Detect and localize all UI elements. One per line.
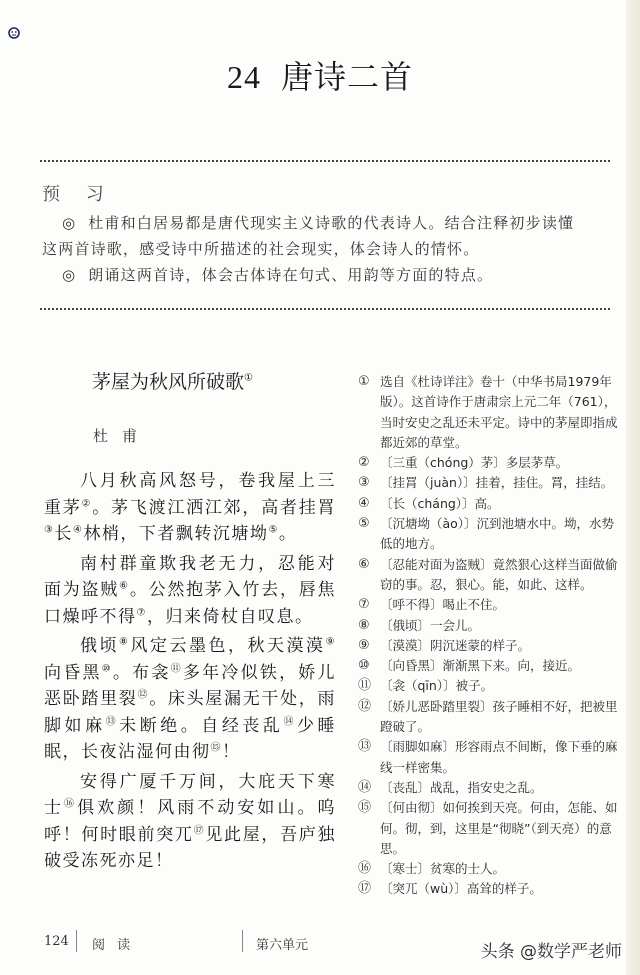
dotted-divider-top <box>40 160 610 162</box>
footnote-item <box>358 798 618 859</box>
footnote-number: ⑬ <box>358 739 372 755</box>
footnote-ref: ② <box>81 497 93 509</box>
footnote-number: ⑮ <box>358 800 372 816</box>
footnote-item <box>358 616 618 636</box>
footnote-text: 〔沉塘坳（ào）〕沉到池塘水中。坳，水势低的地方。 <box>380 516 615 552</box>
footnote-text: 选自《杜诗详注》卷十（中华书局1979年版）。这首诗作于唐肃宗上元二年（761），当时安史之乱还未平定。诗中的茅屋即指成都近郊的草堂。 <box>380 374 618 450</box>
footnote-ref: ④ <box>72 524 84 536</box>
footnote-ref: ⑤ <box>268 524 279 536</box>
footnote-text: 〔俄顷〕一会儿。 <box>380 617 481 633</box>
footnote-item <box>358 494 618 514</box>
footnote-ref: ③ <box>44 524 55 536</box>
footnote-item <box>358 697 618 738</box>
poem-body <box>44 468 336 878</box>
page-number: 124 <box>44 934 69 949</box>
lesson-title-text: 唐诗二首 <box>280 58 413 96</box>
footnote-ref: ⑦ <box>136 606 147 618</box>
footnote-item <box>358 778 618 798</box>
preview-item-2: ◎ 朗诵这两首诗，体会古体诗在句式、用韵等方面的特点。 <box>62 266 494 284</box>
poem-stanza: 南村群童欺我老无力，忍能对面为盗贼⑥。公然抱茅入竹去，唇焦口燥呼不得⑦，归来倚杖自叹息。 <box>44 553 336 627</box>
footnote-ref: ① <box>244 372 253 384</box>
dotted-divider-bottom <box>40 308 610 310</box>
footnote-item <box>358 514 618 555</box>
poem-stanza: 八月秋高风怒号，卷我屋上三重茅②。茅飞渡江洒江郊，高者挂罥③长④林梢，下者飘转沉塘坳⑤。 <box>44 471 337 544</box>
footnote-number: ⑰ <box>358 881 372 897</box>
footnote-item <box>358 656 618 676</box>
footnote-number: ⑤ <box>358 516 370 532</box>
smiley-face-icon <box>8 27 20 39</box>
poem-stanza: 安得广厦千万间，大庇天下寒士⑯俱欢颜！风雨不动安如山。呜呼！何时眼前突兀⑰见此屋，吾庐独破受冻死亦足！ <box>44 771 337 871</box>
watermark: 头条 @数学严老师 <box>480 942 622 962</box>
footnote-text: 〔呼不得〕喝止不住。 <box>380 597 506 613</box>
footnote-number: ⑫ <box>358 698 372 714</box>
footnote-text: 〔娇儿恶卧踏里裂〕孩子睡相不好，把被里蹬破了。 <box>380 698 618 735</box>
lesson-title <box>0 52 640 98</box>
preview-heading: 预 习 <box>42 184 114 205</box>
footer-separator <box>76 930 77 952</box>
footnote-number: ⑩ <box>358 658 370 674</box>
footnote-number: ⑪ <box>358 678 372 694</box>
footnote-item <box>358 879 618 899</box>
footnote-text: 〔突兀（wù）〕高耸的样子。 <box>380 881 542 897</box>
footnote-number: ⑨ <box>358 637 370 653</box>
footer-section: 阅 读 <box>92 938 135 953</box>
footnote-number: ⑭ <box>358 779 372 795</box>
preview-item-1-line-1: ◎ 杜甫和白居易都是唐代现实主义诗歌的代表诗人。结合注释初步读懂 <box>62 214 575 232</box>
footnote-item <box>358 859 618 879</box>
footer-unit: 第六单元 <box>256 938 309 953</box>
footnote-ref: ⑥ <box>119 580 130 592</box>
footnotes-list <box>358 372 618 900</box>
footnote-text: 〔衾（qīn）〕被子。 <box>380 678 494 694</box>
footnote-number: ② <box>358 455 370 471</box>
footnote-item <box>358 453 618 473</box>
footnote-text: 〔长（cháng）〕高。 <box>380 495 500 511</box>
footnote-ref: ⑪ <box>170 662 183 674</box>
footnote-number: ⑧ <box>358 617 370 633</box>
lesson-number: 24 <box>226 59 261 95</box>
footnote-ref: ⑭ <box>283 715 297 727</box>
poem-stanza: 俄顷⑧风定云墨色，秋天漠漠⑨向昏黑⑩。布衾⑪多年冷似铁，娇儿恶卧踏里裂⑫。床头屋漏无干处，雨脚如麻⑬未断绝。自经丧乱⑭少睡眠，长夜沾湿何由彻⑮！ <box>44 636 337 762</box>
footnote-ref: ⑰ <box>193 824 206 836</box>
bullet-marker: ◎ <box>62 214 77 232</box>
footnote-item <box>358 595 618 615</box>
footnote-number: ⑯ <box>358 861 372 877</box>
footnote-ref: ⑨ <box>325 636 337 648</box>
footnote-text: 〔雨脚如麻〕形容雨点不间断，像下垂的麻线一样密集。 <box>380 739 618 775</box>
footnote-text: 〔向昏黑〕渐渐黑下来。向，接近。 <box>380 658 581 674</box>
preview-item-1-line-2: 这两首诗歌，感受诗中所描述的社会现实，体会诗人的情怀。 <box>42 240 480 258</box>
footnote-item <box>358 473 618 493</box>
footnote-text: 〔忍能对面为盗贼〕竟然狠心这样当面做偷窃的事。忍，狠心。能，如此、这样。 <box>380 556 618 592</box>
footnote-item <box>358 555 618 596</box>
footnote-number: ① <box>358 374 370 389</box>
footnote-item <box>358 676 618 696</box>
footnote-item <box>358 372 618 453</box>
footnote-ref: ⑫ <box>137 689 150 701</box>
poem-title: 茅屋为秋风所破歌① <box>92 371 253 393</box>
footnote-number: ⑦ <box>358 597 370 613</box>
footnote-text: 〔何由彻〕如何挨到天亮。何由，怎能、如何。彻，到，这里是“彻晓”（到天亮）的意思。 <box>380 800 618 856</box>
footnote-ref: ⑮ <box>210 742 222 754</box>
footnote-text: 〔漠漠〕阴沉迷蒙的样子。 <box>380 637 531 653</box>
footnote-item <box>358 636 618 656</box>
footnote-number: ⑥ <box>358 556 370 572</box>
footnote-number: ③ <box>358 475 370 491</box>
footnote-number: ④ <box>358 495 370 511</box>
footnote-item <box>358 737 618 778</box>
footer-separator <box>242 930 243 952</box>
footnote-text: 〔丧乱〕战乱，指安史之乱。 <box>380 779 543 795</box>
footnote-ref: ⑩ <box>101 662 113 674</box>
bullet-marker: ◎ <box>62 266 77 284</box>
page-edge-shadow <box>626 0 640 975</box>
poem-author: 杜甫 <box>93 427 152 445</box>
footnote-text: 〔挂罥（juàn）〕挂着，挂住。罥，挂结。 <box>380 475 614 491</box>
footnote-ref: ⑯ <box>64 798 78 810</box>
footnote-ref: ⑬ <box>105 715 120 727</box>
footnote-ref: ⑧ <box>119 636 131 648</box>
footnote-text: 〔寒士〕贫寒的士人。 <box>380 861 506 877</box>
footnote-text: 〔三重（chóng）茅〕多层茅草。 <box>380 455 569 471</box>
